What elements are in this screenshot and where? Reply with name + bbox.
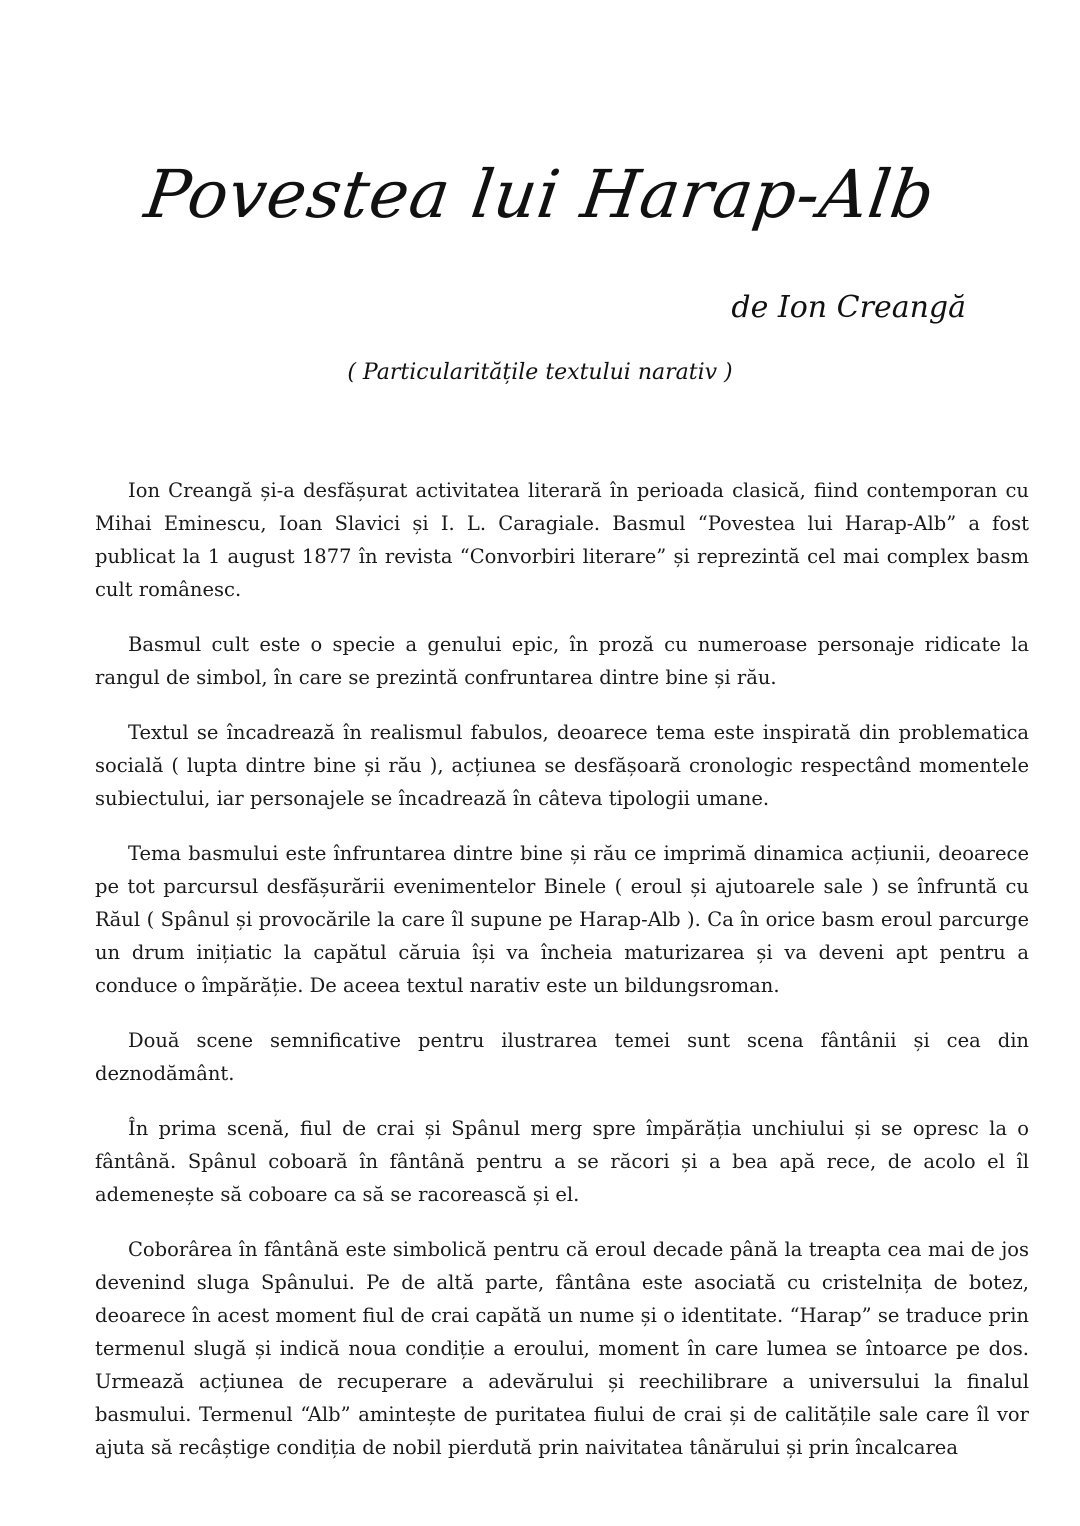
paragraph: Tema basmului este înfruntarea dintre bine și rău ce imprimă dinamica acțiunii, deoarece pe tot parcursul desfășurării evenimentelor Binele ( eroul și ajutoarele sale ) se înfruntă cu Răul ( Spânul și provocările la care îl supune pe Harap-Alb ). Ca în orice basm eroul parcurge un drum inițiatic la capătul căruia își va încheia maturizarea și va deveni apt pentru a conduce o împărăție. De aceea textul narativ este un bildungsroman. bbox=[95, 842, 1029, 997]
document-subtitle: ( Particularitățile textului narativ ) bbox=[347, 360, 733, 385]
paragraph: Coborârea în fântână este simbolică pentru că eroul decade până la treapta cea mai de jos devenind sluga Spânului. Pe de altă parte, fântâna este asociată cu cristelnița de botez, deoarece în acest moment fiul de crai capătă un nume și o identitate. “Harap” se traduce prin termenul slugă și indică noua condiție a eroului, moment în care lumea se întoarce pe dos. Urmează acțiunea de recuperare a adevărului și reechilibrare a universului la finalul basmului. Termenul “Alb” amintește de puritatea fiului de crai și de calitățile sale care îl vor ajuta să recâștige condiția de nobil pierdută prin naivitatea tânărului și prin încalcarea bbox=[95, 1238, 1029, 1459]
paragraph: Basmul cult este o specie a genului epic, în proză cu numeroase personaje ridicate la rangul de simbol, în care se prezintă confruntarea dintre bine și rău. bbox=[95, 633, 1029, 689]
document-author: de Ion Creangă bbox=[731, 290, 966, 325]
paragraph: În prima scenă, fiul de crai și Spânul merg spre împărăția unchiului și se opresc la o fântână. Spânul coboară în fântână pentru a se răcori și a bea apă rece, de acolo el îl ademenește să coboare ca să se racorească și el. bbox=[95, 1117, 1029, 1206]
paragraph: Textul se încadrează în realismul fabulos, deoarece tema este inspirată din problematica socială ( lupta dintre bine și rău ), acțiunea se desfășoară cronologic respectând momentele subiectului, iar personajele se încadrează în câteva tipologii umane. bbox=[95, 721, 1029, 810]
document-body bbox=[95, 474, 1029, 1486]
paragraph: Ion Creangă și-a desfășurat activitatea literară în perioada clasică, fiind contemporan cu Mihai Eminescu, Ioan Slavici și I. L. Caragiale. Basmul “Povestea lui Harap-Alb” a fost publicat la 1 august 1877 în revista “Convorbiri literare” și reprezintă cel mai complex basm cult românesc. bbox=[95, 479, 1029, 601]
document-title: Povestea lui Harap-Alb bbox=[140, 156, 940, 233]
paragraph: Două scene semnificative pentru ilustrarea temei sunt scena fântânii și cea din deznodământ. bbox=[95, 1029, 1029, 1085]
